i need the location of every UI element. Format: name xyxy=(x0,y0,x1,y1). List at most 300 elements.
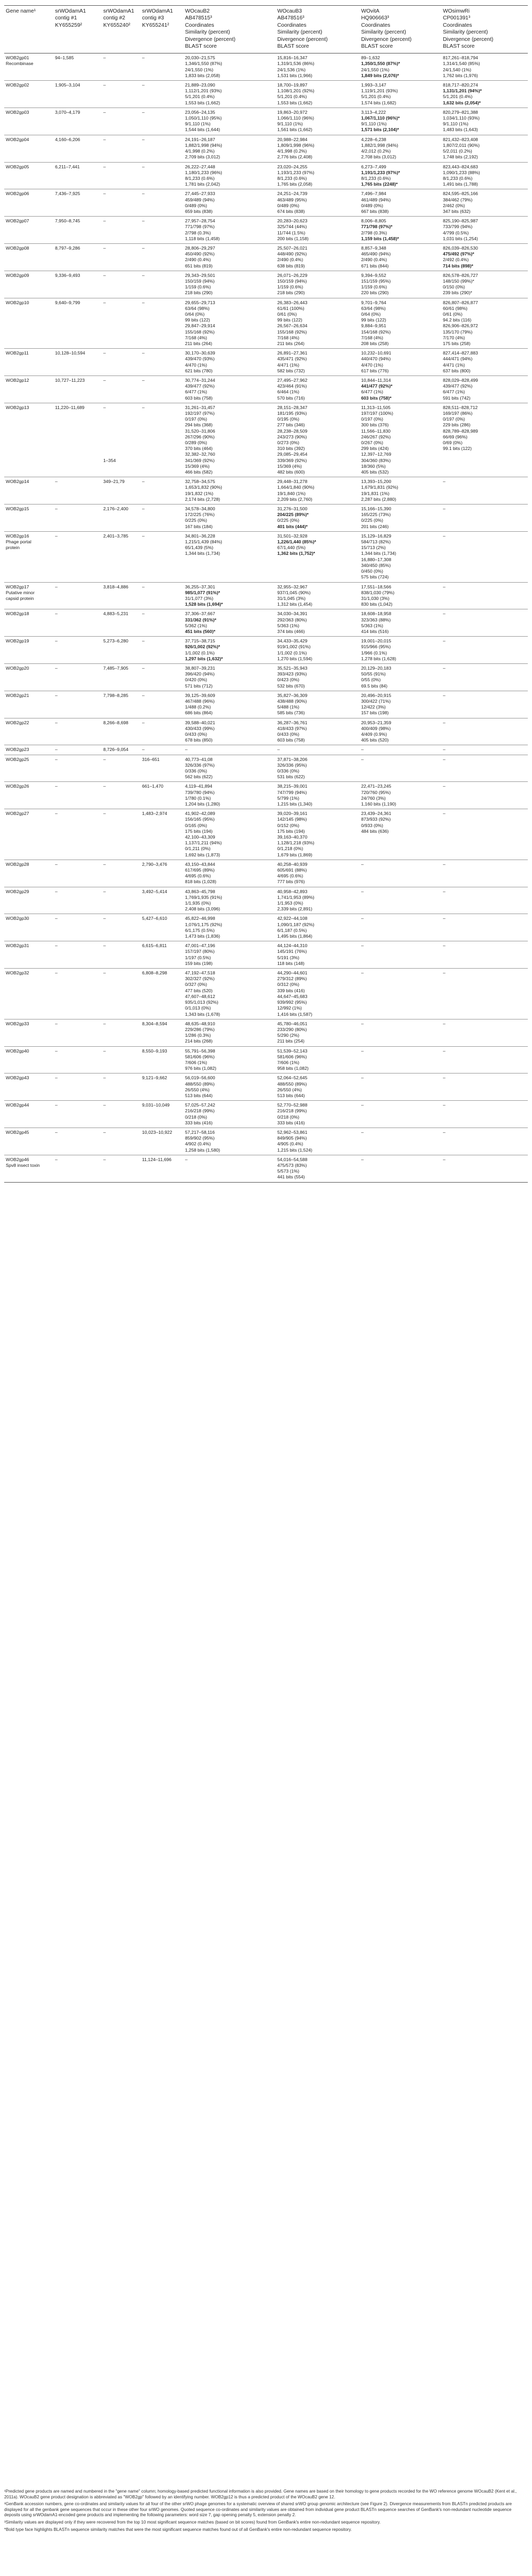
data-cell xyxy=(140,162,183,189)
cell-line: 151/159 (95%) xyxy=(361,278,391,284)
data-cell xyxy=(441,217,528,244)
cell-line: 52,962–53,861 xyxy=(277,1129,308,1135)
cell-line: 651 bits (819) xyxy=(185,263,213,269)
data-cell xyxy=(102,782,140,809)
cell-line: 1/966 (0.1%) xyxy=(361,650,387,656)
cell-line: 1,561 bits (1,662) xyxy=(277,127,312,133)
cell-line: 430/433 (99%) xyxy=(185,725,215,731)
table-row xyxy=(4,969,528,1019)
cell-line: 513 bits (644) xyxy=(185,1092,213,1098)
cell-line: 347 bits (632) xyxy=(443,208,471,214)
cell-line: 9,336–9,493 xyxy=(55,272,80,278)
cell-line: – xyxy=(185,1156,188,1162)
cell-line: 1,191/1,233 (97%)* xyxy=(361,169,400,175)
cell-line: 9/1,110 (1%) xyxy=(277,121,303,127)
table-body xyxy=(4,53,528,1182)
cell-line: 32,382–32,760 xyxy=(185,452,215,457)
data-cell xyxy=(360,1101,441,1128)
cell-line: 603 bits (758)* xyxy=(361,395,392,401)
data-cell xyxy=(53,135,102,162)
cell-line: 418/433 (97%) xyxy=(277,725,307,731)
cell-line xyxy=(103,428,139,434)
data-cell xyxy=(140,1074,183,1101)
cell-line: 0/433 (0%) xyxy=(277,731,300,737)
data-cell xyxy=(276,477,360,505)
data-cell xyxy=(53,969,102,1019)
table-row xyxy=(4,755,528,782)
cell-line: 1–354 xyxy=(103,457,116,463)
header-line: AB478515³ xyxy=(185,15,212,22)
cell-line: – xyxy=(103,245,106,251)
cell-line: 448/490 (92%) xyxy=(277,251,307,257)
table-row xyxy=(4,745,528,755)
cell-line: WOB2gp43 xyxy=(6,1075,29,1081)
data-cell xyxy=(276,755,360,782)
cell-line: 817,261–818,794 xyxy=(443,55,478,61)
cell-line: – xyxy=(55,756,58,762)
data-cell xyxy=(183,755,276,782)
data-cell xyxy=(276,718,360,745)
cell-line: 57,217–58,116 xyxy=(185,1129,215,1135)
data-cell xyxy=(183,1074,276,1101)
cell-line: 2/798 (0.3%) xyxy=(185,230,211,235)
data-cell xyxy=(102,298,140,349)
data-cell xyxy=(102,135,140,162)
cell-line: WOB2gp14 xyxy=(6,479,29,485)
cell-line: 4/799 (0.5%) xyxy=(443,230,469,235)
data-cell xyxy=(102,609,140,637)
cell-line: 36,287–36,761 xyxy=(277,720,308,725)
data-cell xyxy=(53,691,102,718)
cell-line: 292/363 (80%) xyxy=(277,617,307,622)
cell-line: 66/69 (96%) xyxy=(443,434,468,439)
cell-line: 24/1,536 (1%) xyxy=(277,67,306,72)
cell-line: 1/1,002 (0.1%) xyxy=(277,650,307,656)
cell-line: – xyxy=(142,378,145,383)
data-cell xyxy=(360,162,441,189)
cell-line: – xyxy=(361,1021,364,1026)
data-cell xyxy=(102,969,140,1019)
cell-line: 1/159 (0.6%) xyxy=(361,284,387,290)
data-cell xyxy=(276,914,360,941)
cell-line: 1,574 bits (1,682) xyxy=(361,100,396,105)
cell-line: 6/1,187 (0.5%) xyxy=(277,927,307,933)
data-cell xyxy=(276,531,360,582)
cell-line: 0/195 (0%) xyxy=(277,416,300,422)
data-cell xyxy=(183,691,276,718)
cell-line: 0/152 (0%) xyxy=(277,822,300,828)
data-cell xyxy=(53,189,102,217)
cell-line: 155/168 (92%) xyxy=(185,329,215,335)
cell-line: 2,708 bits (3,012) xyxy=(361,154,396,160)
cell-line: WOB2gp07 xyxy=(6,218,29,224)
cell-line: 10,844–11,314 xyxy=(361,378,391,383)
data-cell xyxy=(276,887,360,914)
cell-line: WOB2gp46 xyxy=(6,1156,29,1162)
cell-line: 167 bits (184) xyxy=(185,523,213,529)
header-line: WOvitA xyxy=(361,8,379,14)
cell-line: 1,993–3,147 xyxy=(361,82,386,88)
cell-line: 47,001–47,196 xyxy=(185,943,215,949)
cell-line: 9,394–9,552 xyxy=(361,272,386,278)
header-line: BLAST score xyxy=(361,43,393,49)
data-cell xyxy=(140,135,183,162)
cell-line: 828,789–828,989 xyxy=(443,428,478,434)
cell-line: 4,119–41,894 xyxy=(185,783,212,789)
cell-line: 5/1,201 (0.4%) xyxy=(185,94,215,100)
cell-line: – xyxy=(103,783,106,789)
cell-line: 208 bits (258) xyxy=(361,340,389,346)
cell-line: 7/170 (4%) xyxy=(443,335,465,340)
cell-line: 6/477 (1%) xyxy=(443,389,465,395)
data-cell xyxy=(183,53,276,81)
data-cell xyxy=(140,1019,183,1046)
cell-line: 323/363 (88%) xyxy=(361,617,391,622)
header-line: Similarity (percent) xyxy=(361,29,406,36)
table-row xyxy=(4,914,528,941)
cell-line: 11,313–11,505 xyxy=(361,404,391,410)
cell-line: 4/409 (0.9%) xyxy=(361,731,387,737)
data-cell xyxy=(441,663,528,691)
cell-line: 1,215 bits (1,524) xyxy=(277,1147,312,1153)
cell-line: 34,433–35,429 xyxy=(277,638,308,644)
data-cell xyxy=(140,637,183,664)
cell-line: 1,882/1,998 (94%) xyxy=(361,142,398,148)
gene-name-cell xyxy=(4,1074,53,1101)
cell-line: 531 bits (622) xyxy=(277,774,305,780)
cell-line: 0/489 (0%) xyxy=(185,202,208,208)
table-row xyxy=(4,887,528,914)
data-cell xyxy=(183,243,276,271)
table-row xyxy=(4,1074,528,1101)
data-cell xyxy=(140,81,183,108)
cell-line: WOB2gp23 xyxy=(6,747,29,753)
cell-line: WOB2gp06 xyxy=(6,191,29,197)
cell-line: 488/550 (89%) xyxy=(277,1081,307,1087)
cell-line: 99 bits (122) xyxy=(277,317,302,323)
cell-line: WOB2gp30 xyxy=(6,916,29,921)
cell-line: 939/992 (95%) xyxy=(277,1000,307,1005)
cell-line: 1,416 bits (1,587) xyxy=(277,1011,312,1017)
header-line: HQ906663³ xyxy=(361,15,389,22)
cell-line: – xyxy=(103,1129,106,1135)
data-cell xyxy=(441,1128,528,1155)
cell-line: – xyxy=(55,584,58,589)
cell-line: 826,906–826,972 xyxy=(443,323,478,329)
data-cell xyxy=(360,691,441,718)
cell-line: 5/1,201 (0.4%) xyxy=(443,94,473,100)
data-cell xyxy=(102,243,140,271)
cell-line: 585 bits (736) xyxy=(277,710,305,716)
cell-line: 6,273–7,499 xyxy=(361,164,386,169)
data-cell xyxy=(276,217,360,244)
cell-line: – xyxy=(142,665,145,671)
cell-line: 23,020–24,255 xyxy=(277,164,308,169)
cell-line: 1,312 bits (1,454) xyxy=(277,602,312,607)
data-cell xyxy=(140,531,183,582)
data-cell xyxy=(441,755,528,782)
data-cell xyxy=(183,860,276,887)
cell-line: 985/1,077 (91%)* xyxy=(185,589,220,595)
cell-line: 958 bits (1,082) xyxy=(277,1066,309,1071)
cell-line: 4/695 (0.6%) xyxy=(185,873,211,879)
cell-line: 465/490 (94%) xyxy=(361,251,391,257)
cell-line: 24/760 (3%) xyxy=(361,795,386,801)
cell-line: – xyxy=(443,692,446,698)
cell-line: 5/191 (3%) xyxy=(277,954,300,960)
cell-line: 1,528 bits (1,694)* xyxy=(185,602,223,607)
cell-line: 482 bits (600) xyxy=(277,469,305,475)
cell-line: – xyxy=(142,611,145,617)
cell-line: 926/1,002 (92%)* xyxy=(185,644,220,650)
cell-line: – xyxy=(142,638,145,644)
cell-line: 849/905 (94%) xyxy=(277,1135,307,1141)
cell-line: – xyxy=(185,747,188,753)
cell-line: – xyxy=(103,943,106,949)
data-cell xyxy=(53,941,102,969)
cell-line xyxy=(103,446,139,452)
table-row xyxy=(4,349,528,376)
cell-line: 7/168 (4%) xyxy=(277,335,300,340)
cell-line: 57,025–57,242 xyxy=(185,1102,215,1108)
cell-line: – xyxy=(55,638,58,644)
cell-line: – xyxy=(142,272,145,278)
data-cell xyxy=(183,887,276,914)
cell-line: 1/488 (0.2%) xyxy=(185,704,211,710)
cell-line: 9,701–9,764 xyxy=(361,299,386,305)
cell-line: 0/61 (0%) xyxy=(277,311,297,317)
cell-line: – xyxy=(361,888,364,894)
table-row xyxy=(4,691,528,718)
cell-line: 24/1,550 (1%) xyxy=(361,67,389,72)
cell-line: 873/933 (92%) xyxy=(361,817,391,822)
data-cell xyxy=(183,135,276,162)
cell-line: – xyxy=(361,1156,364,1162)
data-cell xyxy=(360,969,441,1019)
data-cell xyxy=(441,860,528,887)
gene-name-cell xyxy=(4,1046,53,1074)
cell-line: 3,113–4,222 xyxy=(361,109,386,115)
header-line: BLAST score xyxy=(443,43,475,49)
gene-name-cell xyxy=(4,755,53,782)
data-cell xyxy=(183,298,276,349)
data-cell xyxy=(360,81,441,108)
cell-line: 54,016–54,588 xyxy=(277,1156,308,1162)
cell-line: WOB2gp20 xyxy=(6,665,29,671)
cell-line: 2/490 (0.4%) xyxy=(277,257,303,263)
gene-name-cell xyxy=(4,809,53,860)
gene-name-cell xyxy=(4,637,53,664)
cell-line: 29,085–29,454 xyxy=(277,452,308,457)
table-row xyxy=(4,718,528,745)
table-row xyxy=(4,1155,528,1182)
data-cell xyxy=(183,1101,276,1128)
cell-line: 1,343 bits (1,678) xyxy=(185,1011,220,1017)
cell-line: 1,076/1,175 (92%) xyxy=(185,921,222,927)
cell-line: 40,958–42,893 xyxy=(277,888,308,894)
data-cell xyxy=(102,755,140,782)
cell-line: 60/61 (98%) xyxy=(443,305,468,311)
cell-line: 1,160 bits (1,190) xyxy=(361,801,396,807)
data-cell xyxy=(140,477,183,505)
cell-line: – xyxy=(103,191,106,197)
cell-line: 488/550 (89%) xyxy=(185,1081,215,1087)
cell-line: 23,056–24,135 xyxy=(185,109,215,115)
cell-line: 32,758–34,575 xyxy=(185,479,215,485)
cell-line: 571 bits (712) xyxy=(185,683,213,689)
data-cell xyxy=(102,1128,140,1155)
cell-line: WOB2gp26 xyxy=(6,783,29,789)
header-line: Gene name¹ xyxy=(6,8,36,14)
cell-line: 55,791–56,398 xyxy=(185,1048,215,1054)
cell-line: 37,871–38,206 xyxy=(277,756,308,762)
cell-line: 451 bits (560)* xyxy=(185,628,215,634)
cell-line: – xyxy=(55,747,58,753)
cell-line: 333 bits (416) xyxy=(277,1120,305,1125)
cell-line: 172/225 (76%) xyxy=(185,512,215,518)
gene-name-cell xyxy=(4,376,53,403)
cell-line: 31,276–31,500 xyxy=(277,506,308,512)
data-cell xyxy=(276,1019,360,1046)
cell-line: – xyxy=(103,1075,106,1081)
cell-line: 1,491 bits (1,788) xyxy=(443,181,478,187)
cell-line: 441/477 (92%)* xyxy=(361,383,393,389)
cell-line: 40,773–41,08 xyxy=(185,756,213,762)
data-cell xyxy=(276,1074,360,1101)
cell-line: 2,176–2,400 xyxy=(103,506,128,512)
header-line: KY655259² xyxy=(55,22,82,28)
data-cell xyxy=(441,809,528,860)
data-cell xyxy=(276,969,360,1019)
cell-line: 459/489 (94%) xyxy=(185,197,215,202)
data-cell xyxy=(441,477,528,505)
cell-line: WOB2gp17 xyxy=(6,584,29,589)
cell-line: 4/905 (0.4%) xyxy=(277,1141,303,1147)
cell-line: 11,220–11,689 xyxy=(55,404,85,410)
data-cell xyxy=(102,745,140,755)
cell-line: – xyxy=(55,692,58,698)
cell-line: 27,445–27,933 xyxy=(185,191,215,197)
cell-line: 154/168 (92%) xyxy=(361,329,391,335)
cell-line: 24,251–24,739 xyxy=(277,191,308,197)
cell-line: 300 bits (376) xyxy=(361,422,389,428)
cell-line: 239 bits (290)* xyxy=(443,290,472,296)
data-cell xyxy=(53,243,102,271)
data-cell xyxy=(102,108,140,135)
cell-line: 674 bits (838) xyxy=(277,208,305,214)
table-row xyxy=(4,582,528,609)
cell-line: Recombinase xyxy=(6,61,34,67)
data-cell xyxy=(183,189,276,217)
cell-line: 0/225 (0%) xyxy=(277,518,300,523)
cell-line: 439/477 (92%) xyxy=(443,383,473,389)
cell-line: – xyxy=(443,943,446,949)
data-cell xyxy=(276,298,360,349)
cell-line: WOB2gp08 xyxy=(6,245,29,251)
cell-line: 31/1,077 (3%) xyxy=(185,595,213,601)
cell-line: 1,769/1,935 (91%) xyxy=(185,894,222,900)
data-cell xyxy=(102,477,140,505)
data-cell xyxy=(140,349,183,376)
data-cell xyxy=(276,505,360,532)
cell-line: 1,809/1,998 (96%) xyxy=(277,142,314,148)
data-cell xyxy=(102,81,140,108)
cell-line: 678 bits (850) xyxy=(185,737,213,743)
cell-line: – xyxy=(103,404,106,410)
cell-line: 31,520–31,806 xyxy=(185,428,215,434)
cell-line: 2,339 bits (2,891) xyxy=(277,906,312,912)
cell-line: 1,344 bits (1,734) xyxy=(185,551,220,556)
data-cell xyxy=(360,582,441,609)
cell-line: 830 bits (1,042) xyxy=(361,602,393,607)
data-cell xyxy=(102,189,140,217)
cell-line: – xyxy=(361,756,364,762)
cell-line: 393/423 (93%) xyxy=(277,671,307,677)
data-cell xyxy=(360,1046,441,1074)
data-cell xyxy=(276,691,360,718)
cell-line: 747/799 (94%) xyxy=(277,789,307,795)
cell-line: 63/64 (98%) xyxy=(361,305,386,311)
cell-line: 0/450 (0%) xyxy=(361,568,384,574)
cell-line: 47,607–48,612 xyxy=(185,993,215,999)
cell-line: 26,383–26,443 xyxy=(277,299,308,305)
cell-line: 7/168 (4%) xyxy=(361,335,384,340)
cell-line: 0/1,211 (0%) xyxy=(185,846,211,852)
cell-line: 44,290–44,601 xyxy=(277,970,308,976)
cell-line: 1,741/1,953 (89%) xyxy=(277,894,314,900)
header-line: CP001391³ xyxy=(443,15,471,22)
cell-line: 370 bits (464) xyxy=(185,446,213,452)
cell-line: 1/1,935 (0%) xyxy=(185,900,211,906)
cell-line: 444/471 (94%) xyxy=(443,356,473,362)
data-cell xyxy=(183,162,276,189)
gene-name-cell xyxy=(4,271,53,298)
cell-line: 1,483 bits (1,643) xyxy=(443,127,478,133)
column-header-7 xyxy=(441,6,528,53)
data-cell xyxy=(102,637,140,664)
cell-line: 211 bits (264) xyxy=(185,340,212,346)
cell-line: 0/218 (0%) xyxy=(185,1114,208,1120)
cell-line: 1,108/1,201 (92%) xyxy=(277,88,314,94)
cell-line: – xyxy=(361,1075,364,1081)
cell-line: 1,215/1,439 (84%) xyxy=(185,539,222,545)
cell-line: 325/744 (44%) xyxy=(277,224,307,230)
data-cell xyxy=(102,718,140,745)
cell-line: 4/1,998 (0.2%) xyxy=(277,148,307,154)
cell-line: 0/61 (0%) xyxy=(443,311,463,317)
cell-line: 304/360 (83%) xyxy=(361,457,391,463)
cell-line: 7,950–8,745 xyxy=(55,218,80,224)
cell-line: 31,501–32,928 xyxy=(277,533,308,539)
cell-line: 1,270 bits (1,594) xyxy=(277,656,312,661)
cell-line: 12,397–12,769 xyxy=(361,452,392,457)
cell-line: 145/191 (76%) xyxy=(277,949,307,954)
table-row xyxy=(4,403,528,477)
cell-line: 26,222–27,448 xyxy=(185,164,215,169)
cell-line: – xyxy=(443,611,446,617)
data-cell xyxy=(360,745,441,755)
cell-line: 155/168 (92%) xyxy=(277,329,307,335)
cell-line: – xyxy=(55,611,58,617)
data-cell xyxy=(360,189,441,217)
data-cell xyxy=(53,376,102,403)
cell-line: 19,863–20,972 xyxy=(277,109,308,115)
cell-line: 5/363 (1%) xyxy=(361,622,384,628)
cell-line: 175 bits (258) xyxy=(443,340,471,346)
gene-name-cell xyxy=(4,243,53,271)
cell-line: 19/1,831 (1%) xyxy=(361,490,389,496)
cell-line: 331/362 (91%)* xyxy=(185,617,216,622)
